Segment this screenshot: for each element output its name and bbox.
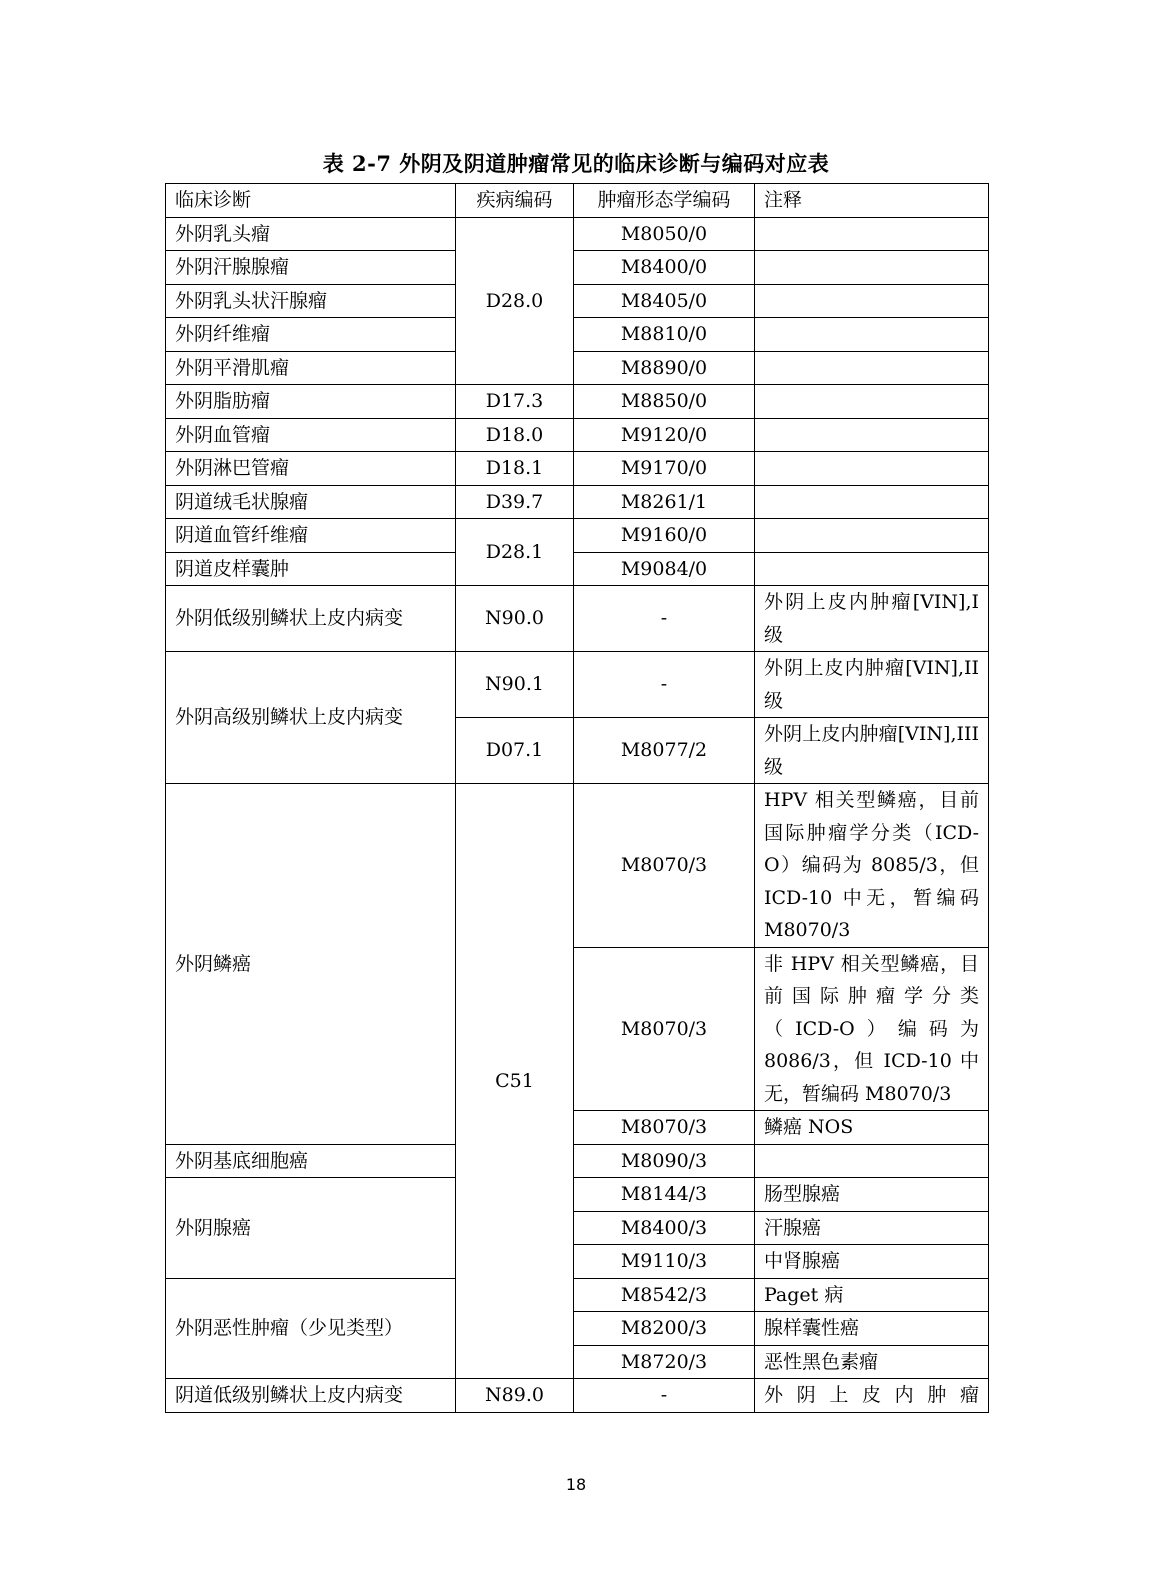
morphology-code-cell: M8070/3 xyxy=(574,1111,755,1145)
disease-code-cell: C51 xyxy=(456,784,574,1379)
morphology-code-cell: M8890/0 xyxy=(574,351,755,385)
table-row xyxy=(166,251,989,285)
note-cell xyxy=(755,217,989,251)
table-row xyxy=(166,519,989,553)
morphology-code-cell: M8542/3 xyxy=(574,1278,755,1312)
column-header: 疾病编码 xyxy=(456,184,574,218)
disease-code-cell: D07.1 xyxy=(456,718,574,784)
morphology-code-cell: M8810/0 xyxy=(574,318,755,352)
note-cell xyxy=(755,318,989,352)
diagnosis-cell: 外阴高级别鳞状上皮内病变 xyxy=(166,652,456,784)
note-cell xyxy=(755,418,989,452)
diagnosis-cell: 外阴低级别鳞状上皮内病变 xyxy=(166,586,456,652)
note-cell: 鳞癌 NOS xyxy=(755,1111,989,1145)
table-row xyxy=(166,784,989,948)
table-row xyxy=(166,1278,989,1312)
table-row xyxy=(166,652,989,718)
table-row xyxy=(166,385,989,419)
morphology-code-cell: M8405/0 xyxy=(574,284,755,318)
diagnosis-cell: 外阴血管瘤 xyxy=(166,418,456,452)
morphology-code-cell: - xyxy=(574,1379,755,1413)
disease-code-cell: D18.1 xyxy=(456,452,574,486)
note-cell xyxy=(755,1144,989,1178)
disease-code-cell: D17.3 xyxy=(456,385,574,419)
disease-code-cell: N89.0 xyxy=(456,1379,574,1413)
note-cell xyxy=(755,485,989,519)
note-cell: 非 HPV 相关型鳞癌，目前国际肿瘤学分类（ICD-O）编码为 8086/3，但 ICD-10 中无，暂编码 M8070/3 xyxy=(755,947,989,1111)
morphology-code-cell: M8850/0 xyxy=(574,385,755,419)
morphology-code-cell: M9160/0 xyxy=(574,519,755,553)
note-cell xyxy=(755,452,989,486)
table-row xyxy=(166,452,989,486)
diagnosis-cell: 外阴乳头状汗腺瘤 xyxy=(166,284,456,318)
note-cell: 中肾腺癌 xyxy=(755,1245,989,1279)
diagnosis-cell: 外阴乳头瘤 xyxy=(166,217,456,251)
morphology-code-cell: M8144/3 xyxy=(574,1178,755,1212)
diagnosis-cell: 外阴腺癌 xyxy=(166,1178,456,1279)
morphology-code-cell: M9110/3 xyxy=(574,1245,755,1279)
diagnosis-cell: 外阴淋巴管瘤 xyxy=(166,452,456,486)
diagnosis-cell: 外阴纤维瘤 xyxy=(166,318,456,352)
column-header: 注释 xyxy=(755,184,989,218)
column-header: 临床诊断 xyxy=(166,184,456,218)
note-cell xyxy=(755,351,989,385)
morphology-code-cell: M8261/1 xyxy=(574,485,755,519)
table-row xyxy=(166,217,989,251)
note-cell: 外阴上皮内肿瘤[VIN],II级 xyxy=(755,652,989,718)
table-title: 表 2-7 外阴及阴道肿瘤常见的临床诊断与编码对应表 xyxy=(322,151,830,176)
column-header: 肿瘤形态学编码 xyxy=(574,184,755,218)
table-row xyxy=(166,1178,989,1212)
diagnosis-cell: 外阴基底细胞癌 xyxy=(166,1144,456,1178)
note-cell: 外阴上皮内肿瘤[VIN],III级 xyxy=(755,718,989,784)
diagnosis-cell: 外阴鳞癌 xyxy=(166,784,456,1145)
morphology-code-cell: M9120/0 xyxy=(574,418,755,452)
note-cell xyxy=(755,552,989,586)
note-cell: 腺样囊性癌 xyxy=(755,1312,989,1346)
morphology-code-cell: - xyxy=(574,652,755,718)
diagnosis-cell: 阴道血管纤维瘤 xyxy=(166,519,456,553)
note-cell xyxy=(755,284,989,318)
table-row xyxy=(166,1144,989,1178)
morphology-code-cell: M9084/0 xyxy=(574,552,755,586)
note-cell: 外阴上皮内肿瘤 xyxy=(755,1379,989,1413)
note-cell xyxy=(755,251,989,285)
table-row xyxy=(166,318,989,352)
morphology-code-cell: M8070/3 xyxy=(574,947,755,1111)
morphology-code-cell: M8070/3 xyxy=(574,784,755,948)
table-row xyxy=(166,485,989,519)
table-row xyxy=(166,351,989,385)
morphology-code-cell: M9170/0 xyxy=(574,452,755,486)
table-row xyxy=(166,284,989,318)
table-row xyxy=(166,552,989,586)
note-cell xyxy=(755,519,989,553)
table-row xyxy=(166,586,989,652)
note-cell: Paget 病 xyxy=(755,1278,989,1312)
table-row xyxy=(166,1379,989,1413)
table-header-row xyxy=(166,184,989,218)
diagnosis-code-table xyxy=(165,183,989,1413)
diagnosis-cell: 外阴脂肪瘤 xyxy=(166,385,456,419)
morphology-code-cell: M8400/0 xyxy=(574,251,755,285)
table-row xyxy=(166,418,989,452)
disease-code-cell: D28.0 xyxy=(456,217,574,385)
diagnosis-cell: 外阴汗腺腺瘤 xyxy=(166,251,456,285)
morphology-code-cell: M8400/3 xyxy=(574,1211,755,1245)
morphology-code-cell: M8200/3 xyxy=(574,1312,755,1346)
note-cell xyxy=(755,385,989,419)
diagnosis-cell: 外阴平滑肌瘤 xyxy=(166,351,456,385)
morphology-code-cell: M8077/2 xyxy=(574,718,755,784)
disease-code-cell: N90.1 xyxy=(456,652,574,718)
page-number: 18 xyxy=(565,1475,587,1494)
morphology-code-cell: - xyxy=(574,586,755,652)
diagnosis-cell: 外阴恶性肿瘤（少见类型） xyxy=(166,1278,456,1379)
note-cell: 外阴上皮内肿瘤[VIN],I级 xyxy=(755,586,989,652)
diagnosis-cell: 阴道皮样囊肿 xyxy=(166,552,456,586)
morphology-code-cell: M8090/3 xyxy=(574,1144,755,1178)
diagnosis-cell: 阴道低级别鳞状上皮内病变 xyxy=(166,1379,456,1413)
note-cell: 恶性黑色素瘤 xyxy=(755,1345,989,1379)
note-cell: HPV 相关型鳞癌，目前国际肿瘤学分类（ICD-O）编码为 8085/3，但 ICD-10 中无，暂编码 M8070/3 xyxy=(755,784,989,948)
disease-code-cell: N90.0 xyxy=(456,586,574,652)
note-cell: 肠型腺癌 xyxy=(755,1178,989,1212)
disease-code-cell: D39.7 xyxy=(456,485,574,519)
morphology-code-cell: M8720/3 xyxy=(574,1345,755,1379)
disease-code-cell: D28.1 xyxy=(456,519,574,586)
morphology-code-cell: M8050/0 xyxy=(574,217,755,251)
diagnosis-cell: 阴道绒毛状腺瘤 xyxy=(166,485,456,519)
disease-code-cell: D18.0 xyxy=(456,418,574,452)
note-cell: 汗腺癌 xyxy=(755,1211,989,1245)
